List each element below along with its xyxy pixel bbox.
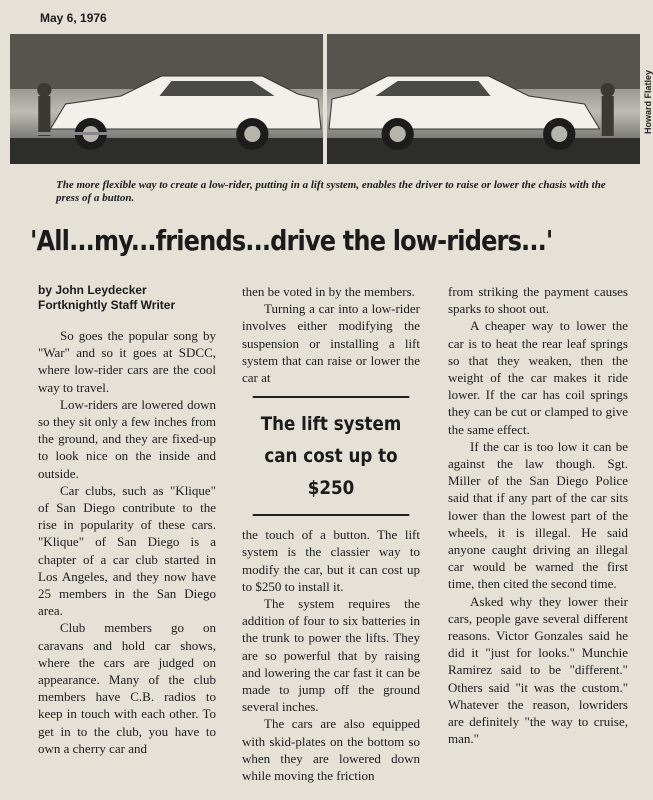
pull-quote: The lift system can cost up to $250 [253, 396, 410, 516]
byline [38, 283, 216, 313]
headline: 'All...my...friends...drive the low-riders...' [30, 224, 553, 257]
paragraph: The system requires the addition of four to six batteries in the trunk to power the lifts. They are so powerful that by raising and lowering the car fast it can be made to jump off the ground several inches. [242, 596, 420, 715]
article-column-1 [38, 283, 216, 757]
lowrider-photo [10, 34, 640, 164]
paragraph: the touch of a button. The lift system is the classier way to modify the car, but it can cost up to $250 to install it. [242, 527, 420, 594]
paragraph: Club members go on caravans and hold car shows, where the cars are judged on appearance. Many of the club members have C.B. radios to keep in touch with each other. To get in to the club, you have to own a cherry car and [38, 620, 216, 756]
article-column-2 [242, 283, 420, 784]
paragraph: A cheaper way to lower the car is to heat the rear leaf springs so that they weaken, then the weight of the car makes it ride lower. If the car has coil springs they can be cut or clamped to give the same effect. [448, 318, 628, 437]
photo-panel-right [327, 34, 640, 164]
author-title: Fortknightly Staff Writer [38, 298, 176, 312]
photo-credit: Howard Flatley [643, 70, 653, 135]
paragraph: Car clubs, such as "Klique" of San Diego contribute to the rise in popularity of these cars. "Klique" of San Diego is a chapter of a car club started in Los Angeles, and they now have 25 members in the San Diego area. [38, 482, 216, 619]
paragraph: from striking the payment causes sparks to shoot out. [448, 284, 628, 317]
article-column-3 [448, 283, 628, 747]
paragraph: If the car is too low it can be against the law though. Sgt. Miller of the San Diego Police said that if any part of the car sits lower than the lowest part of the wheels, it is illegal. He said anyone caught driving an illegal car would be warned the first time, then cited the second time. [448, 438, 628, 592]
dateline: May 6, 1976 [40, 11, 107, 25]
car-illustration-left [10, 34, 323, 164]
paragraph: Low-riders are lowered down so they sit only a few inches from the ground, and they are fixed-up to look nice on the inside and outside. [38, 396, 216, 481]
photo-panel-left [10, 34, 323, 164]
paragraph: So goes the popular song by "War" and so it goes at SDCC, where low-rider cars are the cool way to travel. [38, 328, 216, 395]
paragraph: The cars are also equipped with skid-plates on the bottom so when they are lowered down while moving the friction [242, 716, 420, 784]
photo-caption: The more flexible way to create a low-rider, putting in a lift system, enables the driver to raise or lower the chasis with the press of a button. [56, 179, 606, 204]
paragraph: Turning a car into a low-rider involves either modifying the suspension or installing a lift system that can raise or lower the car at [242, 301, 420, 386]
car-illustration-right [327, 34, 640, 164]
author-name: by John Leydecker [38, 283, 147, 297]
paragraph: Asked why they lower their cars, people gave several different reasons. Victor Gonzales said he did it "just for looks." Munchie Ramirez said to be "different." Others said "it was the custom." Whatever the reason, lowriders are definitely "the way to cruise, man." [448, 593, 628, 747]
paragraph: then be voted in by the members. [242, 284, 415, 299]
